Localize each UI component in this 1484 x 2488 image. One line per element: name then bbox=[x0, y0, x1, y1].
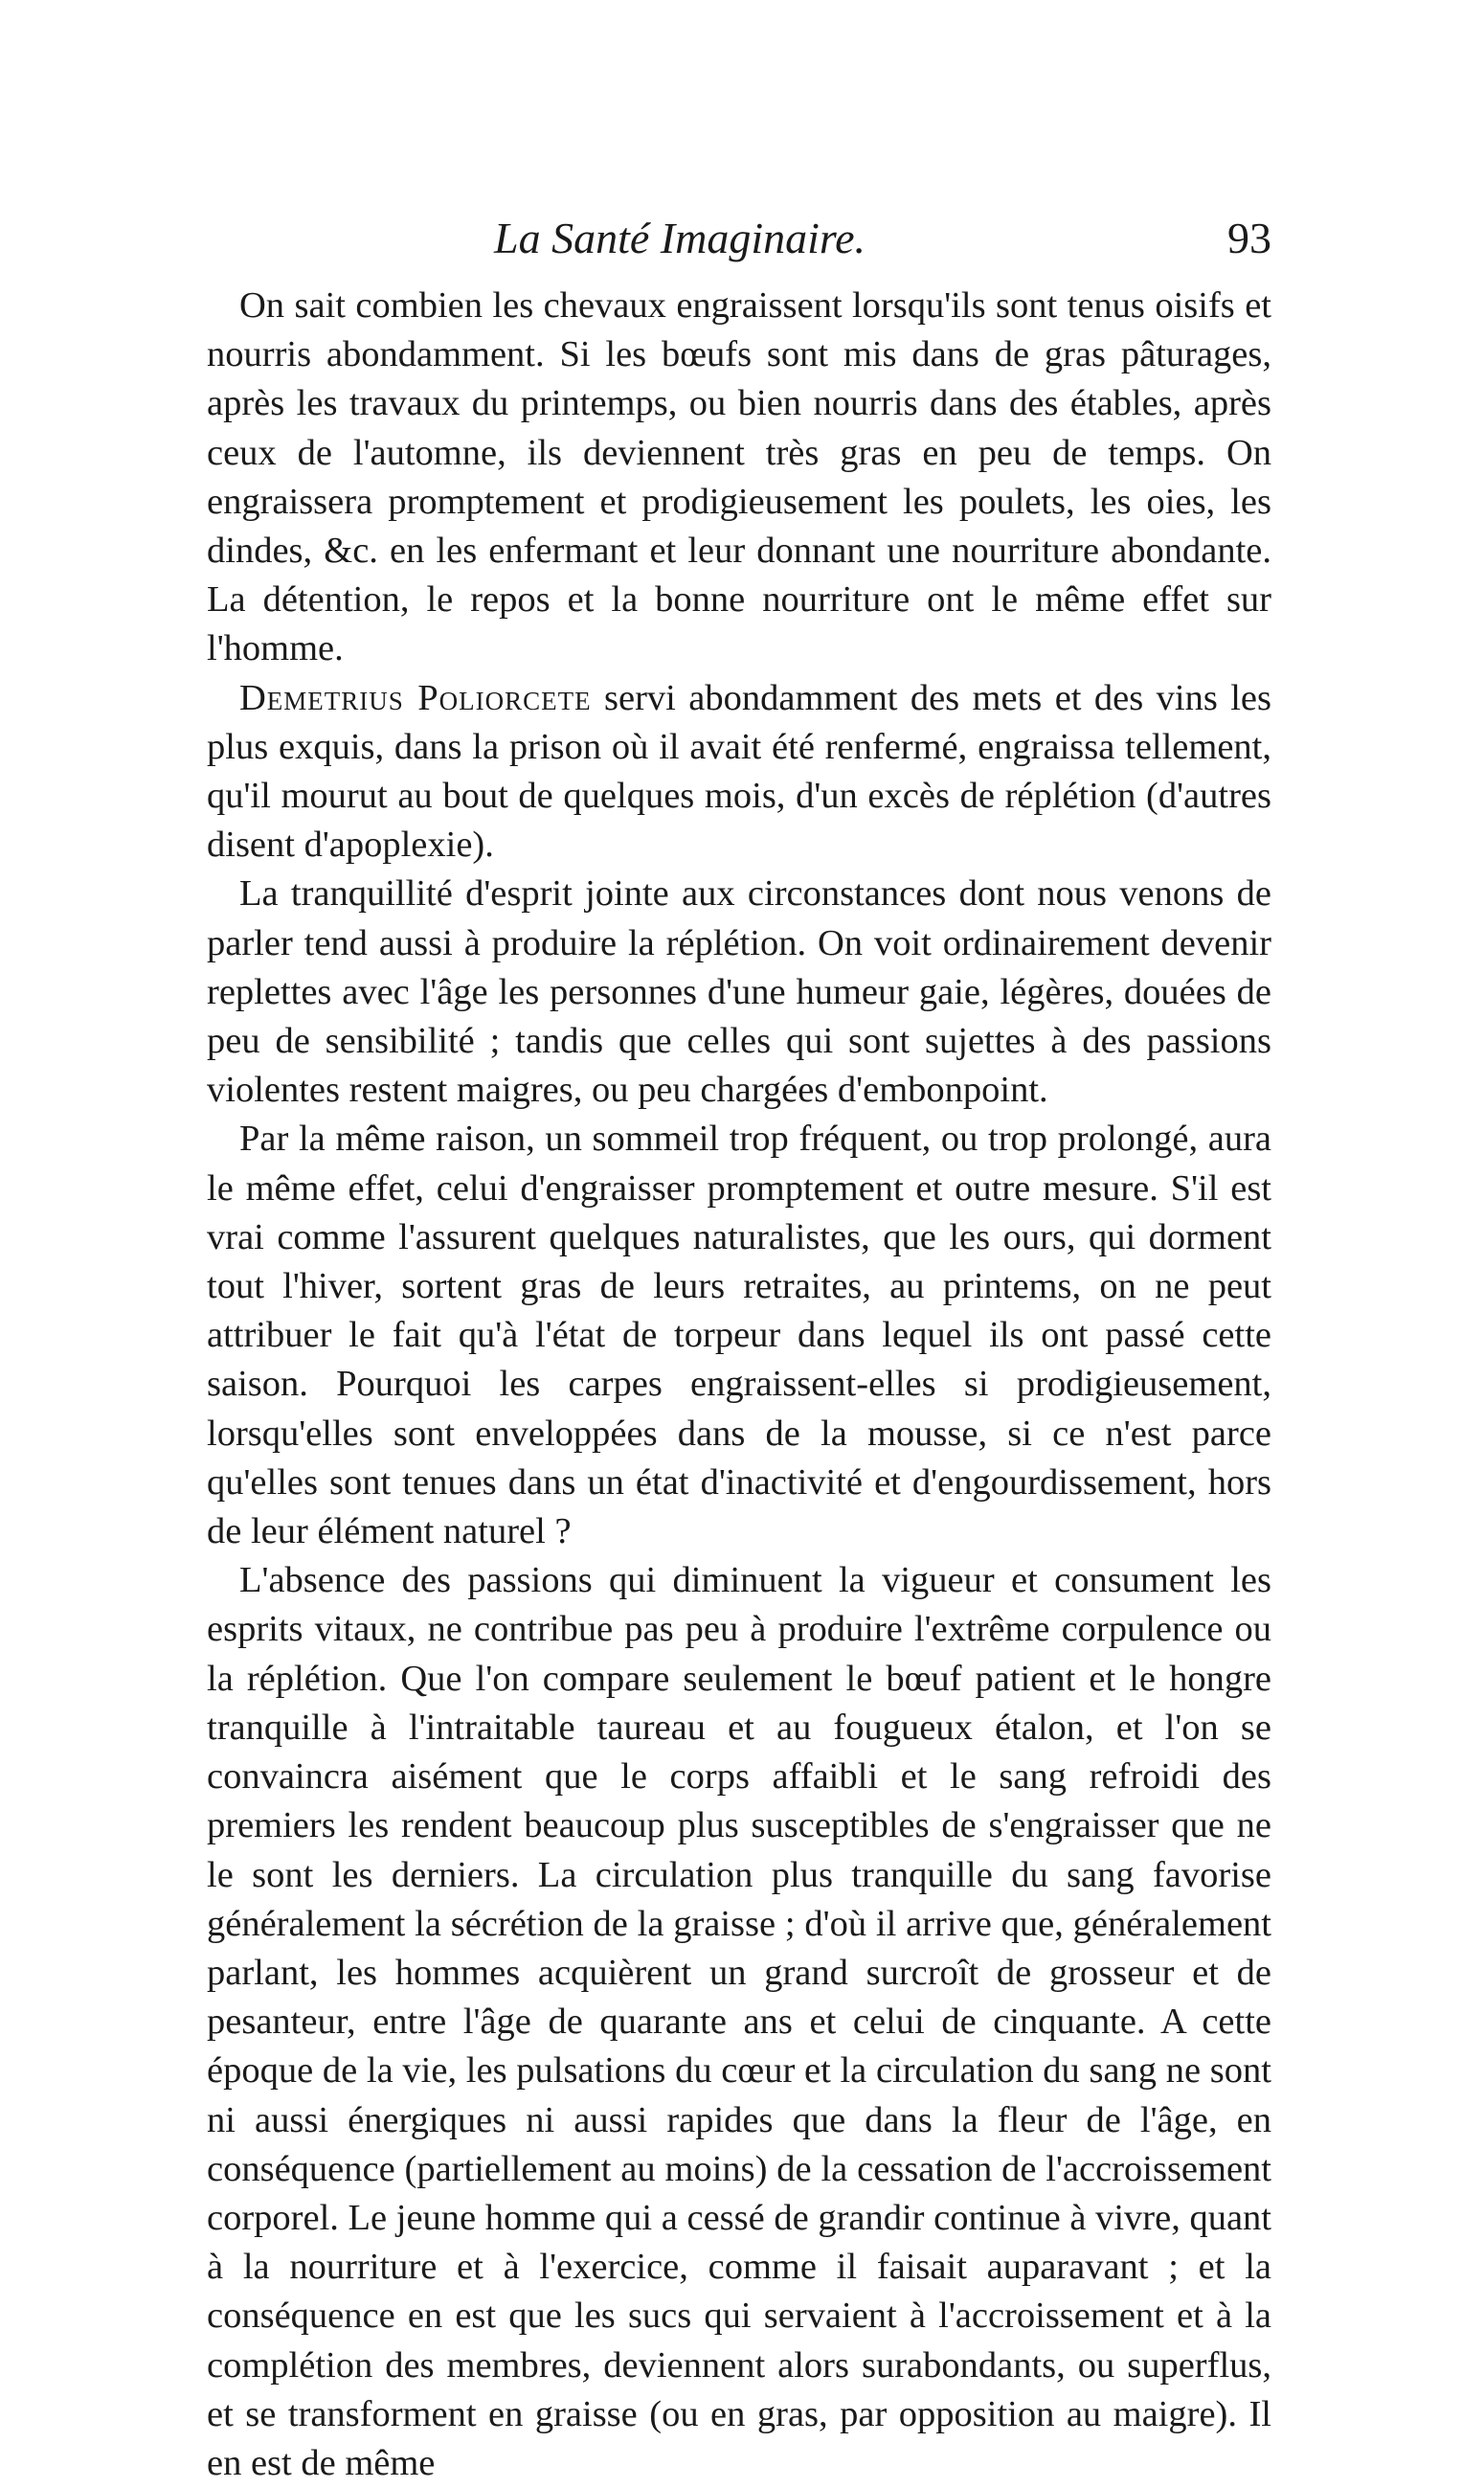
page-number: 93 bbox=[1227, 214, 1271, 262]
paragraph-lead-name: Demetrius Poliorcete bbox=[239, 677, 592, 718]
paragraph-text: servi abondamment des mets et des vins les plus exquis, dans la prison où il avait été renfermé, engraissa tellement, qu'il mourut au bout de quelques mois, d'un excès de réplétion (d'autres disent d'apoplexie). bbox=[207, 677, 1272, 866]
page-header bbox=[207, 213, 1271, 270]
paragraph-2 bbox=[207, 674, 1271, 871]
book-page bbox=[207, 0, 1272, 2483]
paragraph-1 bbox=[207, 282, 1271, 674]
paragraph-5 bbox=[207, 1556, 1271, 2488]
running-title: La Santé Imaginaire. bbox=[494, 214, 866, 262]
paragraph-text: La tranquillité d'esprit jointe aux circonstances dont nous venons de parler tend aussi à produire la réplétion. On voit ordinairement devenir replettes avec l'âge les personnes d'une humeur gaie, légères, douées de peu de sensibilité ; tandis que celles qui sont sujettes à des passions violentes restent maigres, ou peu chargées d'embonpoint. bbox=[207, 873, 1271, 1111]
paragraph-4 bbox=[207, 1115, 1271, 1556]
paragraph-text: L'absence des passions qui diminuent la vigueur et consument les esprits vitaux, ne contribue pas peu à produire l'extrême corpulence ou la réplétion. Que l'on compare seulement le bœuf patient et le hongre tranquille à l'intraitable taureau et au fougueux étalon, et l'on se convaincra aisément que le corps affaibli et le sang refroidi des premiers les rendent beaucoup plus susceptibles de s'engraisser que ne le sont les derniers. La circulation plus tranquille du sang favorise généralement la sécrétion de la graisse ; d'où il arrive que, généralement parlant, les hommes acquièrent un grand surcroît de grosseur et de pesanteur, entre l'âge de quarante ans et celui de cinquante. A cette époque de la vie, les pulsations du cœur et la circulation du sang ne sont ni aussi énergiques ni aussi rapides que dans la fleur de l'âge, en conséquence (partiellement au moins) de la cessation de l'accroissement corporel. Le jeune homme qui a cessé de grandir continue à vivre, quant à la nourriture et à l'exercice, comme il faisait auparavant ; et la conséquence en est que les sucs qui servaient à l'accroissement et à la complétion des membres, deviennent alors surabondants, ou superflus, et se transforment en graisse (ou en gras, par opposition au maigre). Il en est de même bbox=[207, 1560, 1271, 2483]
paragraph-3 bbox=[207, 870, 1271, 1115]
paragraph-text: Par la même raison, un sommeil trop fréquent, ou trop prolongé, aura le même effet, celui d'engraisser promptement et outre mesure. S'il est vrai comme l'assurent quelques naturalistes, que les ours, qui dorment tout l'hiver, sortent gras de leurs retraites, au printems, on ne peut attribuer le fait qu'à l'état de torpeur dans lequel ils ont passé cette saison. Pourquoi les carpes engraissent-elles si prodigieusement, lorsqu'elles sont enveloppées dans de la mousse, si ce n'est parce qu'elles sont tenues dans un état d'inactivité et d'engourdissement, hors de leur élément naturel ? bbox=[207, 1119, 1271, 1552]
paragraph-text: On sait combien les chevaux engraissent lorsqu'ils sont tenus oisifs et nourris abondamment. Si les bœufs sont mis dans de gras pâturages, après les travaux du printemps, ou bien nourris dans des étables, après ceux de l'automne, ils deviennent très gras en peu de temps. On engraissera promptement et prodigieusement les poulets, les oies, les dindes, &c. en les enfermant et leur donnant une nourriture abondante. La détention, le repos et la bonne nourriture ont le même effet sur l'homme. bbox=[207, 285, 1271, 669]
body-text bbox=[207, 282, 1271, 2488]
